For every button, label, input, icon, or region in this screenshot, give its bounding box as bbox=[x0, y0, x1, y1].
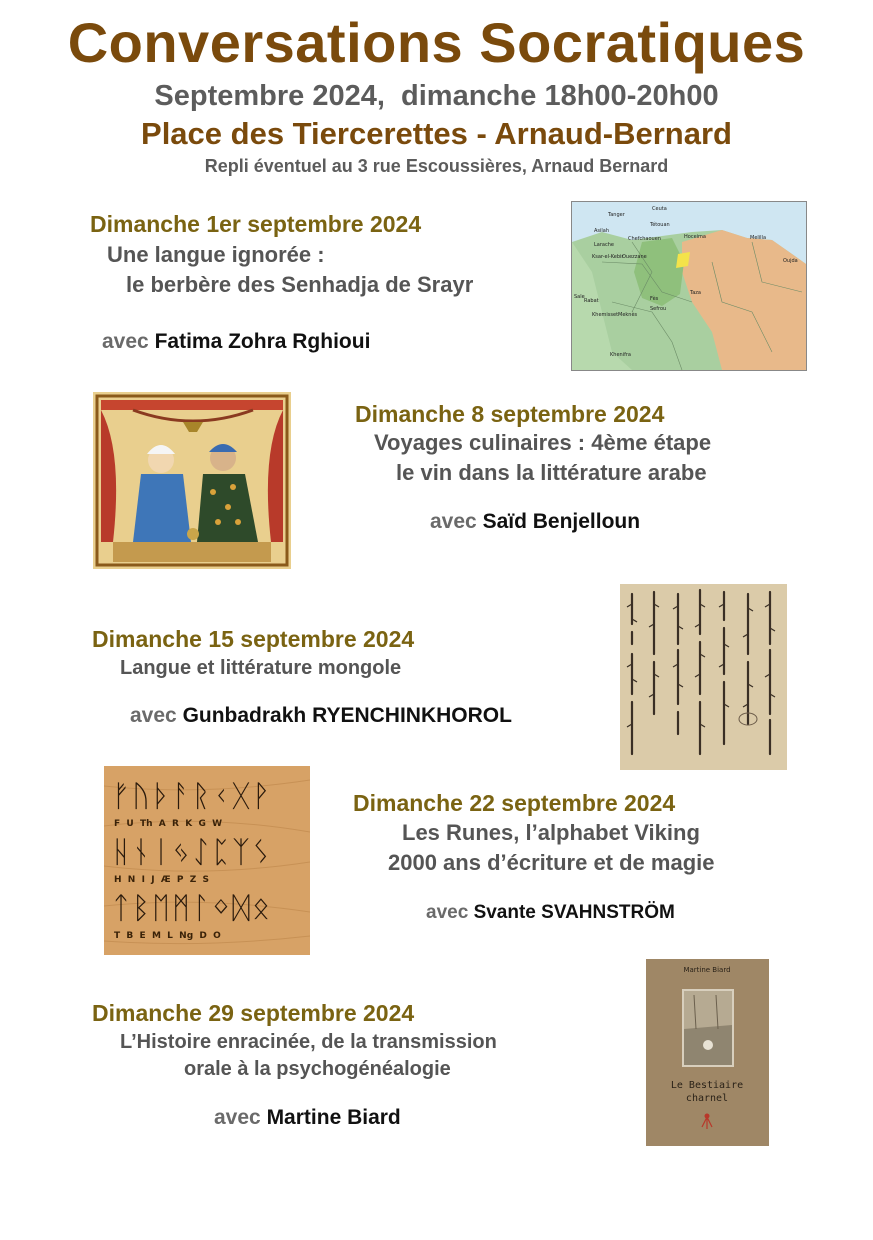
map-label: Tanger bbox=[608, 212, 625, 218]
event-3-topic-line-1: Langue et littérature mongole bbox=[120, 657, 402, 679]
event-1-topic-line-1: Une langue ignorée : bbox=[107, 242, 325, 267]
event-1-date: Dimanche 1er septembre 2024 bbox=[90, 211, 422, 237]
poster-title: Conversations Socratiques bbox=[67, 11, 806, 74]
event-1-topic-line-2: le berbère des Senhadja de Srayr bbox=[126, 272, 474, 297]
fallback-line: Repli éventuel au 3 rue Escoussières, Arnaud Bernard bbox=[204, 156, 669, 176]
event-4-date: Dimanche 22 septembre 2024 bbox=[353, 790, 676, 816]
event-2-topic-line-1: Voyages culinaires : 4ème étape bbox=[374, 430, 712, 455]
book-title-line-2: charnel bbox=[685, 1093, 729, 1104]
map-label: Khenifra bbox=[610, 352, 631, 358]
rune-row-2: ᚺᚾᛁᛃᛇᛈᛉᛊ bbox=[112, 835, 272, 870]
event-5-speaker-line bbox=[214, 1106, 401, 1130]
event-2-speaker: Saïd Benjelloun bbox=[482, 510, 641, 533]
event-5-speaker: Martine Biard bbox=[266, 1106, 401, 1129]
avec-label: avec bbox=[102, 330, 149, 353]
event-3-manuscript-image bbox=[620, 584, 787, 770]
event-4-topic-line-1: Les Runes, l’alphabet Viking bbox=[402, 820, 700, 845]
book-title-line-1: Le Bestiaire bbox=[670, 1080, 744, 1091]
rune-row-3-latin: T B E M L Ng D O bbox=[114, 931, 221, 941]
map-label: Khemisset bbox=[592, 312, 619, 318]
map-label: Asilah bbox=[594, 228, 610, 234]
event-4-topic-line-2: 2000 ans d’écriture et de magie bbox=[388, 850, 715, 875]
event-2-date: Dimanche 8 septembre 2024 bbox=[355, 401, 665, 427]
event-5-date: Dimanche 29 septembre 2024 bbox=[92, 1000, 415, 1026]
event-1-speaker: Fatima Zohra Rghioui bbox=[154, 330, 371, 353]
map-label: Fès bbox=[650, 296, 659, 302]
rune-row-3: ᛏᛒᛖᛗᛚᛜᛞᛟ bbox=[112, 891, 272, 926]
rune-row-1-latin: F U Th A R K G W bbox=[114, 819, 223, 829]
map-label: Oujda bbox=[783, 258, 798, 264]
rune-row-1: ᚠᚢᚦᚨᚱᚲᚷᚹ bbox=[112, 779, 272, 814]
event-4-speaker: Svante SVAHNSTRÖM bbox=[473, 902, 675, 923]
map-label: Meknès bbox=[618, 312, 638, 318]
book-author: Martine Biard bbox=[683, 966, 731, 974]
event-3-speaker: Gunbadrakh RYENCHINKHOROL bbox=[182, 704, 512, 727]
event-3-date: Dimanche 15 septembre 2024 bbox=[92, 626, 415, 652]
schedule-line: Septembre 2024, dimanche 18h00-20h00 bbox=[154, 80, 719, 112]
event-2-topic-line-2: le vin dans la littérature arabe bbox=[396, 460, 707, 485]
event-5-topic-line-1: L’Histoire enracinée, de la transmission bbox=[120, 1031, 497, 1053]
map-label: Taza bbox=[690, 290, 701, 296]
avec-label: avec bbox=[214, 1106, 261, 1129]
avec-label: avec bbox=[430, 510, 477, 533]
event-3-speaker-line bbox=[130, 704, 512, 728]
map-label: Ceuta bbox=[652, 206, 667, 212]
event-4-runes-image bbox=[104, 766, 310, 955]
map-label: Ksar-el-Kebir bbox=[592, 254, 624, 260]
event-2-miniature-image bbox=[93, 392, 291, 569]
map-label: Ouezzane bbox=[622, 254, 647, 260]
event-1-map-image bbox=[571, 201, 807, 371]
map-label: Sale bbox=[574, 294, 585, 300]
map-label: Larache bbox=[594, 242, 614, 248]
map-label: Rabat bbox=[584, 298, 599, 304]
map-label: Melilla bbox=[750, 235, 767, 241]
avec-label: avec bbox=[130, 704, 177, 727]
map-label: Chefchaouen bbox=[628, 236, 661, 242]
event-2-speaker-line bbox=[430, 510, 640, 534]
event-5-topic-line-2: orale à la psychogénéalogie bbox=[184, 1058, 451, 1080]
place-line: Place des Tiercerettes - Arnaud-Bernard bbox=[141, 116, 732, 151]
map-label: Hoceima bbox=[684, 234, 706, 240]
event-1-speaker-line bbox=[102, 330, 370, 354]
map-label: Sefrou bbox=[650, 306, 667, 312]
avec-label: avec bbox=[426, 902, 469, 923]
rune-row-2-latin: H N I J Æ P Z S bbox=[114, 875, 209, 885]
event-5-book-cover bbox=[646, 959, 769, 1146]
event-4-speaker-line bbox=[426, 902, 675, 924]
map-label: Tétouan bbox=[650, 222, 670, 228]
